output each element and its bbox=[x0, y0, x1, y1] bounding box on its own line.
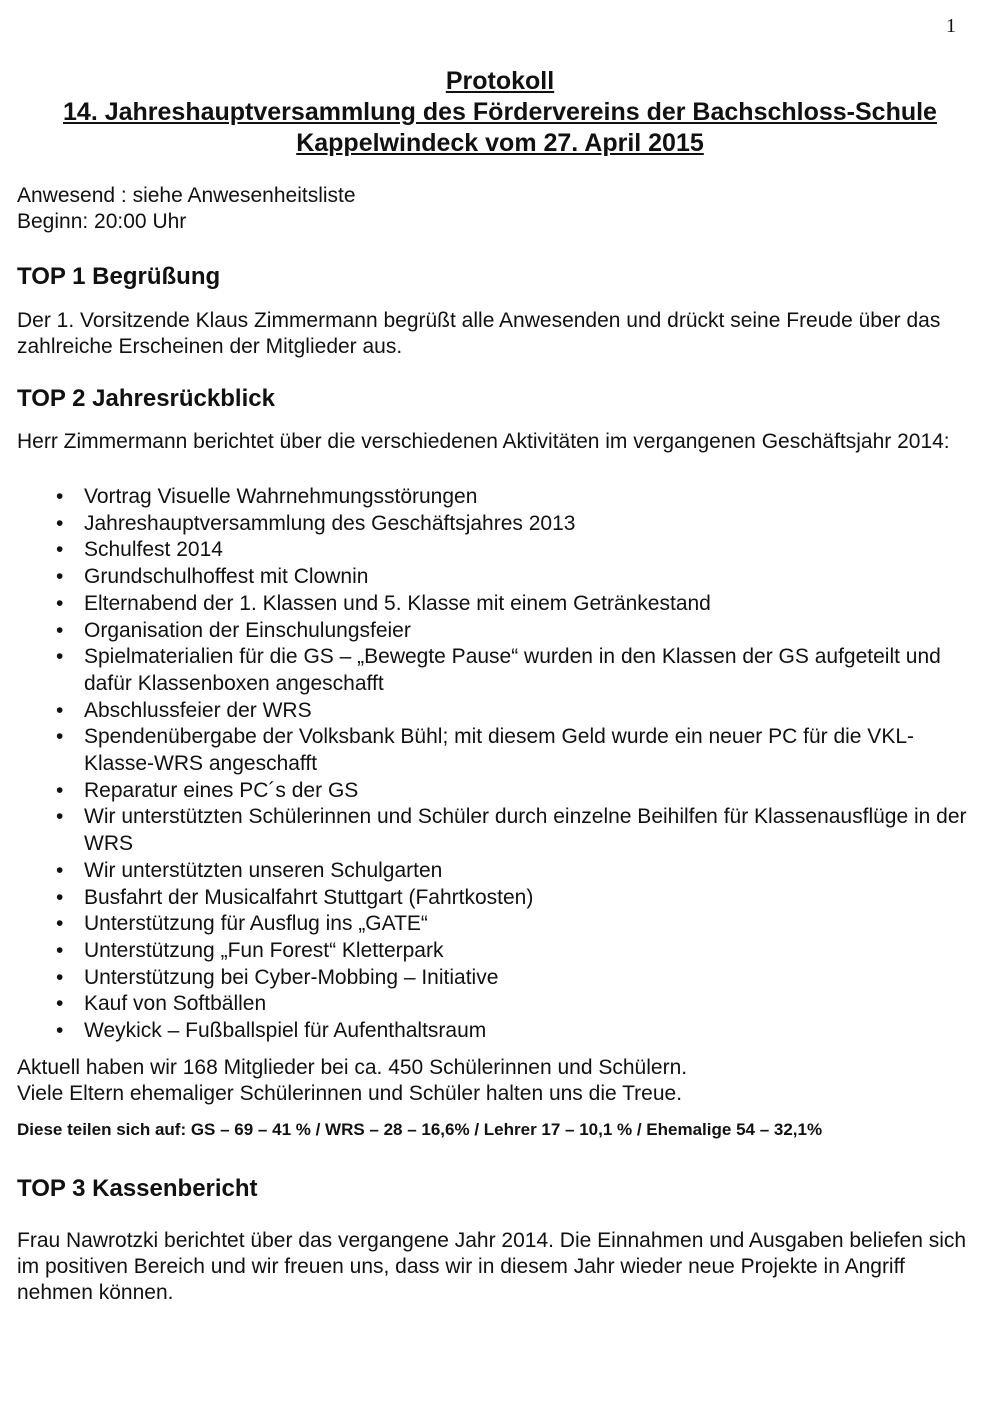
title-line-meeting: 14. Jahreshauptversammlung des Fördervereins der Bachschloss-Schule bbox=[63, 98, 937, 126]
top1-text: Der 1. Vorsitzende Klaus Zimmermann begrüßt alle Anwesenden und drückt seine Freude über das zahlreiche Erscheinen der Mitglieder aus. bbox=[17, 309, 941, 358]
activity-list-item bbox=[17, 991, 977, 1018]
activity-item-text: Wir unterstützten unseren Schulgarten bbox=[84, 858, 443, 882]
bullet-icon: • bbox=[56, 938, 64, 962]
activity-list-item bbox=[17, 484, 977, 511]
activity-item-text: Vortrag Visuelle Wahrnehmungsstörungen bbox=[84, 485, 478, 508]
bullet-icon: • bbox=[56, 778, 64, 802]
bullet-icon: • bbox=[56, 912, 64, 936]
attendance-line: Anwesend : siehe Anwesenheitsliste bbox=[17, 184, 356, 207]
bullet-icon: • bbox=[56, 1019, 64, 1043]
activity-list-item bbox=[17, 885, 977, 912]
top3-text: Frau Nawrotzki berichtet über das vergangene Jahr 2014. Die Einnahmen und Ausgaben beliefen sich im positiven Bereich und wir freuen uns, dass wir in diesem Jahr wieder neue Projekte in Angriff nehmen können. bbox=[17, 1228, 967, 1304]
activity-item-text: Wir unterstützten Schülerinnen und Schüler durch einzelne Beihilfen für Klassenausflüge in der WRS bbox=[84, 805, 967, 856]
bullet-icon: • bbox=[56, 885, 64, 909]
top2-heading: TOP 2 Jahresrückblick bbox=[17, 385, 275, 412]
bullet-icon: • bbox=[56, 485, 64, 508]
activity-list-item bbox=[17, 618, 977, 645]
bullet-icon: • bbox=[56, 725, 64, 749]
activity-list-item bbox=[17, 698, 977, 725]
bullet-icon: • bbox=[56, 698, 64, 722]
members-count-text: Aktuell haben wir 168 Mitglieder bei ca. 450 Schülerinnen und Schülern. bbox=[17, 1055, 688, 1079]
activity-item-text: Abschlussfeier der WRS bbox=[84, 698, 312, 722]
activity-item-text: Grundschulhoffest mit Clownin bbox=[84, 565, 369, 589]
activity-list-item bbox=[17, 965, 977, 992]
activity-item-text: Elternabend der 1. Klassen und 5. Klasse mit einem Getränkestand bbox=[84, 591, 711, 615]
activity-item-text: Jahreshauptversammlung des Geschäftsjahres 2013 bbox=[84, 511, 576, 535]
document-title bbox=[0, 66, 1000, 159]
bullet-icon: • bbox=[56, 992, 64, 1016]
bullet-icon: • bbox=[56, 965, 64, 989]
top2-intro: Herr Zimmermann berichtet über die verschiedenen Aktivitäten im vergangenen Geschäftsjahr 2014: bbox=[17, 430, 950, 453]
activity-item-text: Weykick – Fußballspiel für Aufenthaltsraum bbox=[84, 1019, 487, 1043]
bullet-icon: • bbox=[56, 805, 64, 829]
activity-list-item bbox=[17, 511, 977, 538]
bullet-icon: • bbox=[56, 565, 64, 589]
bullet-icon: • bbox=[56, 858, 64, 882]
activity-item-text: Busfahrt der Musicalfahrt Stuttgart (Fahrtkosten) bbox=[84, 885, 534, 909]
activity-item-text: Organisation der Einschulungsfeier bbox=[84, 618, 411, 642]
bullet-icon: • bbox=[56, 618, 64, 642]
bullet-icon: • bbox=[56, 538, 64, 562]
page-number: 1 bbox=[946, 15, 956, 37]
activity-list-item bbox=[17, 938, 977, 965]
activity-list-item bbox=[17, 911, 977, 938]
activity-item-text: Schulfest 2014 bbox=[84, 538, 223, 562]
start-time-line: Beginn: 20:00 Uhr bbox=[17, 210, 187, 233]
activity-item-text: Unterstützung bei Cyber-Mobbing – Initiative bbox=[84, 965, 499, 989]
top1-heading: TOP 1 Begrüßung bbox=[17, 263, 221, 290]
top3-heading: TOP 3 Kassenbericht bbox=[17, 1174, 258, 1202]
activity-list-item bbox=[17, 858, 977, 885]
members-loyalty-text: Viele Eltern ehemaliger Schülerinnen und Schüler halten uns die Treue. bbox=[17, 1081, 683, 1105]
activity-list-item bbox=[17, 564, 977, 591]
activity-item-text: Kauf von Softbällen bbox=[84, 992, 267, 1016]
activity-item-text: Reparatur eines PC´s der GS bbox=[84, 778, 359, 802]
bullet-icon: • bbox=[56, 591, 64, 615]
document-body bbox=[17, 183, 977, 1306]
activity-list-item bbox=[17, 537, 977, 564]
bullet-icon: • bbox=[56, 645, 64, 669]
activity-list-item bbox=[17, 724, 977, 777]
title-line-date: Kappelwindeck vom 27. April 2015 bbox=[296, 129, 704, 157]
title-line-protokoll: Protokoll bbox=[445, 67, 555, 95]
activity-list-item bbox=[17, 778, 977, 805]
activity-list-item bbox=[17, 804, 977, 857]
activity-list-item bbox=[17, 1018, 977, 1045]
activity-item-text: Spielmaterialien für die GS – „Bewegte Pause“ wurden in den Klassen der GS aufgeteilt und dafür Klassenboxen angeschafft bbox=[84, 645, 941, 695]
bullet-icon: • bbox=[56, 511, 64, 535]
activity-list-item bbox=[17, 644, 977, 697]
activity-list-item bbox=[17, 591, 977, 618]
activity-list bbox=[17, 484, 977, 1045]
member-distribution-summary: Diese teilen sich auf: GS – 69 – 41 % / WRS – 28 – 16,6% / Lehrer 17 – 10,1 % / Ehemalige 54 – 32,1% bbox=[17, 1119, 823, 1139]
activity-item-text: Spendenübergabe der Volksbank Bühl; mit diesem Geld wurde ein neuer PC für die VKL-Klasse-WRS angeschafft bbox=[84, 725, 914, 776]
activity-item-text: Unterstützung für Ausflug ins „GATE“ bbox=[84, 912, 428, 936]
activity-item-text: Unterstützung „Fun Forest“ Kletterpark bbox=[84, 938, 444, 962]
